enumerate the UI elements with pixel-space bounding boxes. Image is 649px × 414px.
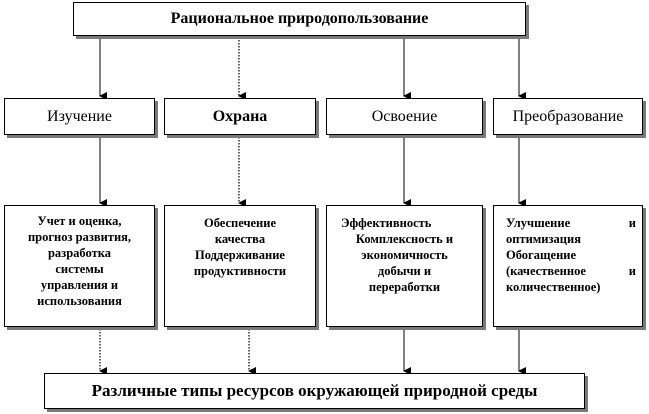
category-box-osvoenie [326,98,483,135]
category-label-okhrana: Охрана [212,107,268,125]
description-line: Эффективность [341,216,432,230]
description-line: добычи и [377,264,432,278]
description-line: системы [55,262,104,276]
description-line: экономичность [361,248,448,262]
description-line: управления и [40,278,119,292]
description-box-okhrana [164,205,316,327]
category-box-okhrana [164,98,316,135]
description-line: переработки [368,280,441,294]
category-label-preobrazovanie: Преобразование [512,107,624,125]
description-line: Обогащение [506,248,577,262]
description-line: качества [214,232,266,246]
title-text: Рациональное природопользование [170,10,429,27]
category-label-osvoenie: Освоение [371,107,438,125]
description-box-preobrazovanie [493,205,643,327]
description-line: использования [37,294,122,308]
description-box-izuchenie [4,205,155,327]
resources-text: Различные типы ресурсов окружающей природной среды [91,381,538,400]
description-line: Улучшение и [506,216,636,230]
category-label-izuchenie: Изучение [47,107,112,125]
title-box [73,2,526,36]
category-box-izuchenie [4,98,155,135]
category-box-preobrazovanie [493,98,643,135]
description-line: продуктивности [193,264,287,278]
description-line: (качественное и [506,264,636,278]
description-line: Учет и оценка, [37,214,122,228]
description-line: разработка [47,246,111,260]
description-box-osvoenie [326,205,483,327]
resources-box [44,373,585,409]
description-line: прогноз развития, [27,230,132,244]
description-line: оптимизация [506,232,581,246]
description-line: Поддерживание [195,248,285,262]
description-line: количественное) [506,280,601,294]
description-line: Обеспечение [203,216,277,230]
description-line: Комплексность и [355,232,454,246]
